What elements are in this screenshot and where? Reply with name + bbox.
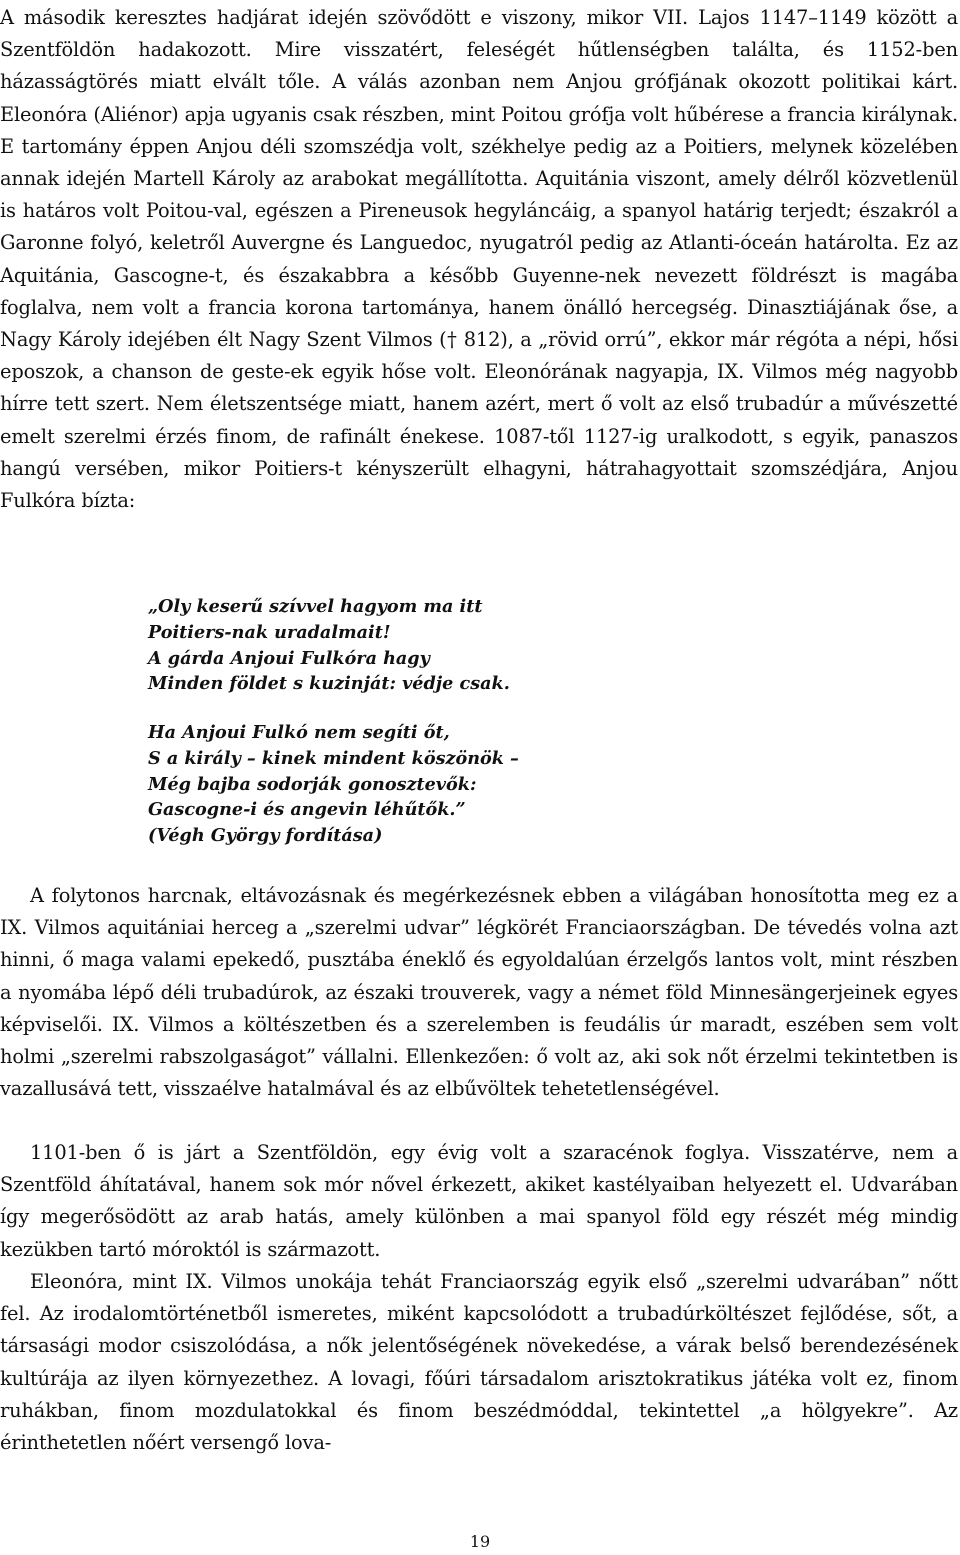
poem-line: Gascogne-i és angevin léhűtők.” <box>148 799 466 821</box>
poem-line: „Oly keserű szívvel hagyom ma itt <box>148 596 483 617</box>
poem-line: S a király – kinek mindent köszönök – <box>148 747 519 769</box>
poem-line: Ha Anjoui Fulkó nem segíti őt, <box>148 722 450 743</box>
translator-credit: (Végh György fordítása) <box>148 825 383 847</box>
poem-line: Minden földet s kuzinját: védje csak. <box>148 673 510 695</box>
paragraph-1: A második keresztes hadjárat idején szövődött e viszony, mikor VII. Lajos 1147–1149 között a Szentföldön hadakozott. Mire visszatért, feleségét hűtlenségben találta, és 1152-ben házasságtörés miatt elvált tőle. A válás azonban nem Anjou grófjának okozott politikai kárt. Eleonóra (Aliénor) apja ugyanis csak részben, mint Poitou grófja volt hűbérese a francia királynak. E tartomány éppen Anjou déli szomszédja volt, székhelye pedig az a Poitiers, melynek közelében annak idején Martell Károly az arabokat megállította. Aquitánia viszont, amely délről közvetlenül is határos volt Poitou-val, egészen a Pireneusok hegyláncáig, a spanyol határig terjedt; északról a Garonne folyó, keletről Auvergne és Languedoc, nyugatról pedig az Atlanti-óceán határolta. Ez az Aquitánia, Gascogne-t, és északabbra a később Guyenne-nek nevezett földrészt is magába foglalva, nem volt a francia korona tartománya, hanem önálló hercegség. Dinasztiájának őse, a Nagy Károly idejében élt Nagy Szent Vilmos († 812), a „rövid orrú”, ekkor már régóta a népi, hősi eposzok, a chanson de geste-ek egyik hőse volt. Eleonórának nagyapja, IX. Vilmos még nagyobb hírre tett szert. Nem életszentsége miatt, hanem azért, mert ő volt az első trubadúr a művészetté emelt szerelmi érzés finom, de rafinált énekese. 1087-től 1127-ig uralkodott, s egyik, panaszos hangú versében, mikor Poitiers-t kényszerült elhagyni, hátrahagyottait szomszédjára, Anjou Fulkóra bízta: <box>0 6 958 513</box>
paragraph-2: A folytonos harcnak, eltávozásnak és megérkezésnek ebben a világában honosította meg ez a IX. Vilmos aquitániai herceg a „szerelmi udvar” légkörét Franciaországban. De tévedés volna azt hinni, ő maga valami epekedő, pusztába éneklő és egyoldalúan érzelgős lantos volt, mint részben a nyomába lépő déli trubadúrok, az északi trouverek, vagy a német föld Minnesängerjeinek egyes képviselői. IX. Vilmos a költészetben és a szerelemben is feudális úr maradt, eszében sem volt holmi „szerelmi rabszolgaságot” vállalni. Ellenkezően: ő volt az, aki sok nőt érzelmi tekintetben is vazallusává tett, visszaélve hatalmával és az elbűvöltek tehetetlenségével. <box>0 884 958 1101</box>
poem-stanza-1 <box>148 594 510 697</box>
paragraph-3: 1101-ben ő is járt a Szentföldön, egy évig volt a szaracénok foglya. Visszatérve, nem a Szentföld áhítatával, hanem sok mór nővel érkezett, akiket kastélyaiban helyezett el. Udvarában így megerősödött az arab hatás, amely különben a mai spanyol föld egy részét még mindig kezükben tartó móroktól is származott. <box>0 1141 958 1261</box>
paragraph-4: Eleonóra, mint IX. Vilmos unokája tehát Franciaország egyik első „szerelmi udvarában” nőtt fel. Az irodalomtörténetből ismeretes, miként kapcsolódott a trubadúrköltészet fejlődése, sőt, a társasági modor csiszolódása, a nők jelentőségének növekedése, a várak belső berendezésének kultúrája az ilyen környezethez. A lovagi, főúri társadalom arisztokratikus játéka volt ez, finom ruhákban, finom mozdulatokkal és finom beszédmóddal, tekintettel „a hölgyekre”. Az érinthetetlen nőért versengő lova- <box>0 1270 958 1455</box>
poem-stanza-2 <box>148 720 519 849</box>
page-number: 19 <box>469 1532 491 1551</box>
poem-line: Poitiers-nak uradalmait! <box>148 621 391 643</box>
poem-line: A gárda Anjoui Fulkóra hagy <box>148 647 430 669</box>
poem-line: Még bajba sodorják gonosztevők: <box>148 773 477 795</box>
